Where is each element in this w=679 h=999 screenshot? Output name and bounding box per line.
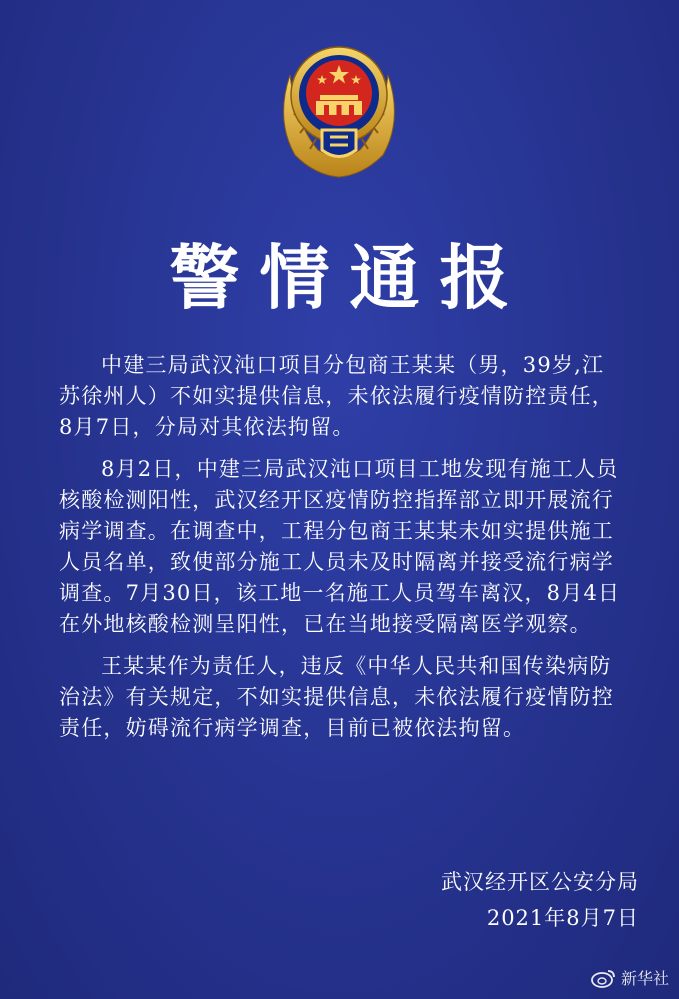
- issue-date: 2021年8月7日: [486, 906, 639, 930]
- watermark: [591, 966, 669, 989]
- weibo-icon: [591, 968, 617, 988]
- issuer: 武汉经开区公安分局: [441, 870, 639, 894]
- paragraph-2: 8月2日，中建三局武汉沌口项目工地发现有施工人员核酸检测阳性，武汉经开区疫情防控指挥部立即开展流行病学调查。在调查中，工程分包商王某某未如实提供施工人员名单，致使部分施工人员未及时隔离并接受流行病学调查。7月30日，该工地一名施工人员驾车离汉，8月4日在外地核酸检测呈阳性，已在当地接受隔离医学观察。: [59, 457, 621, 636]
- notice-title: 警情通报: [169, 237, 530, 319]
- paragraph-1: 中建三局武汉沌口项目分包商王某某（男，39岁,江苏徐州人）不如实提供信息，未依法履行疫情防控责任，8月7日，分局对其依法拘留。: [59, 353, 614, 439]
- signature-block: [441, 864, 639, 936]
- police-emblem-icon: [270, 35, 408, 185]
- paragraph-3: 王某某作为责任人，违反《中华人民共和国传染病防治法》有关规定，不如实提供信息，未依法履行疫情防控责任，妨碍流行病学调查，目前已被依法拘留。: [59, 654, 614, 740]
- notice-body: [59, 350, 621, 755]
- watermark-text: 新华社: [620, 969, 669, 988]
